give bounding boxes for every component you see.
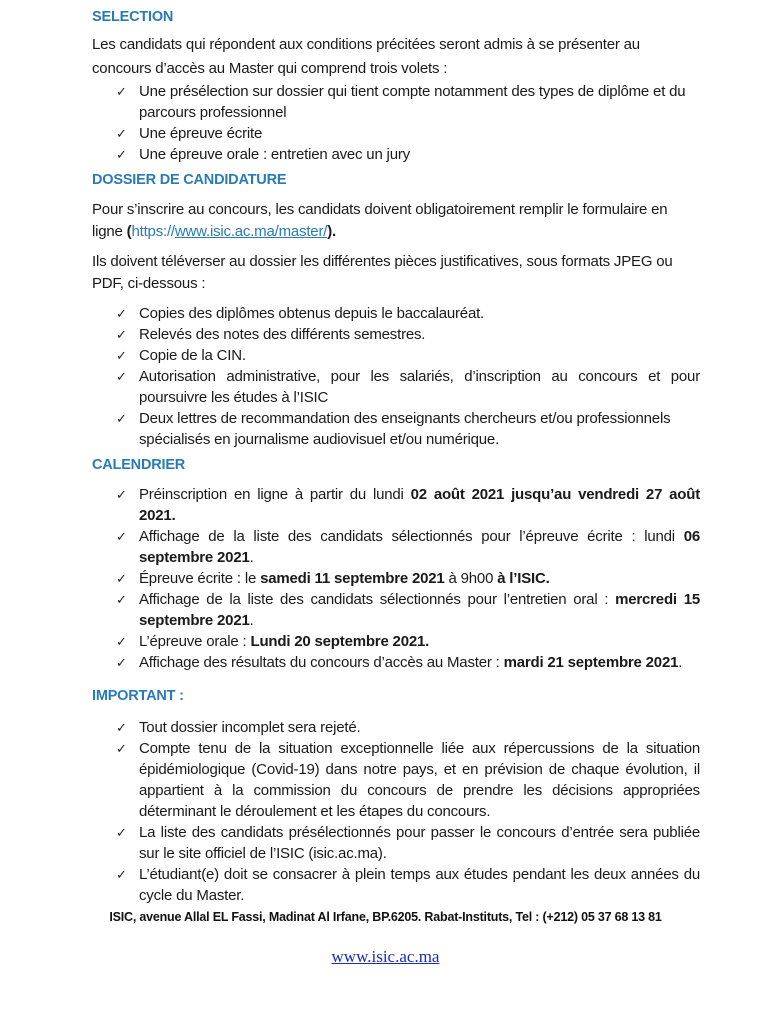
checkmark-icon: ✓ [116, 720, 127, 735]
list-item: ✓ Une épreuve écrite [116, 125, 263, 142]
checkmark-icon: ✓ [116, 571, 127, 586]
footer-address: ISIC, avenue Allal EL Fassi, Madinat Al Irfane, BP.6205. Rabat-Instituts, Tel : (+212) 05 37 68 13 81 [109, 910, 662, 924]
calendar-item: ✓ Préinscription en ligne à partir du lundi 02 août 2021 jusqu’au vendredi 27 août 2021. [116, 486, 700, 524]
checkmark-icon: ✓ [116, 867, 127, 882]
checkmark-icon: ✓ [116, 327, 127, 342]
calendar-item: ✓ Épreuve écrite : le samedi 11 septembre 2021 à 9h00 à l’ISIC. [116, 570, 550, 587]
selection-list [92, 81, 700, 165]
checkmark-icon: ✓ [116, 84, 127, 99]
list-item: ✓ Une épreuve orale : entretien avec un jury [116, 146, 410, 163]
footer-website [0, 947, 771, 967]
section-heading-dossier: DOSSIER DE CANDIDATURE [92, 172, 287, 188]
checkmark-icon: ✓ [116, 741, 127, 756]
section-heading-important: IMPORTANT : [92, 688, 184, 704]
calendar-item: ✓ Affichage de la liste des candidats sélectionnés pour l’entretien oral : mercredi 15 septembre 2021. [116, 591, 700, 629]
document-page [92, 6, 700, 906]
calendar-list [92, 484, 700, 673]
important-list [92, 717, 700, 906]
section-heading-calendrier: CALENDRIER [92, 457, 186, 473]
dossier-intro: Pour s’inscrire au concours, les candidats doivent obligatoirement remplir le formulaire en ligne (https://www.isic.ac.ma/master/). [92, 201, 668, 240]
list-item: ✓ L’étudiant(e) doit se consacrer à plein temps aux études pendant les deux années du cycle du Master. [116, 866, 700, 904]
list-item: ✓ Autorisation administrative, pour les salariés, d’inscription au concours et pour poursuivre les études à l’ISIC [116, 368, 700, 406]
checkmark-icon: ✓ [116, 147, 127, 162]
dossier-list [92, 303, 700, 450]
checkmark-icon: ✓ [116, 411, 127, 426]
list-item: ✓ La liste des candidats présélectionnés pour passer le concours d’entrée sera publiée sur le site officiel de l’ISIC (isic.ac.ma). [116, 824, 700, 862]
website-link[interactable]: www.isic.ac.ma [331, 947, 440, 966]
list-item: ✓ Une présélection sur dossier qui tient compte notamment des types de diplôme et du parcours professionnel [116, 83, 686, 121]
calendar-item: ✓ Affichage des résultats du concours d’accès au Master : mardi 21 septembre 2021. [116, 654, 683, 671]
list-item: ✓ Deux lettres de recommandation des enseignants chercheurs et/ou professionnels spécialisés en journalisme audiovisuel et/ou numérique. [116, 410, 671, 448]
checkmark-icon: ✓ [116, 825, 127, 840]
calendar-item: ✓ Affichage de la liste des candidats sélectionnés pour l’épreuve écrite : lundi 06 septembre 2021. [116, 528, 700, 566]
master-form-link[interactable]: https://www.isic.ac.ma/master/ [131, 223, 328, 240]
list-item: ✓ Copies des diplômes obtenus depuis le baccalauréat. [116, 305, 485, 322]
checkmark-icon: ✓ [116, 348, 127, 363]
checkmark-icon: ✓ [116, 369, 127, 384]
checkmark-icon: ✓ [116, 655, 127, 670]
checkmark-icon: ✓ [116, 592, 127, 607]
calendar-item: ✓ L’épreuve orale : Lundi 20 septembre 2021. [116, 633, 430, 650]
dossier-upload-text: Ils doivent téléverser au dossier les différentes pièces justificatives, sous formats JPEG ou PDF, ci-dessous : [92, 253, 673, 292]
section-heading-selection: SELECTION [92, 9, 174, 25]
checkmark-icon: ✓ [116, 529, 127, 544]
checkmark-icon: ✓ [116, 634, 127, 649]
list-item: ✓ Compte tenu de la situation exceptionnelle liée aux répercussions de la situation épidémiologique (Covid-19) dans notre pays, et en prévision de chaque évolution, il appartient à la commission du concours de prendre les décisions appropriées déterminant le déroulement et les étapes du concours. [116, 740, 700, 820]
list-item: ✓ Copie de la CIN. [116, 347, 246, 364]
selection-intro: Les candidats qui répondent aux conditions précitées seront admis à se présenter au concours d’accès au Master qui comprend trois volets : [92, 36, 640, 77]
checkmark-icon: ✓ [116, 306, 127, 321]
list-item: ✓ Tout dossier incomplet sera rejeté. [116, 719, 361, 736]
checkmark-icon: ✓ [116, 126, 127, 141]
list-item: ✓ Relevés des notes des différents semestres. [116, 326, 426, 343]
checkmark-icon: ✓ [116, 487, 127, 502]
